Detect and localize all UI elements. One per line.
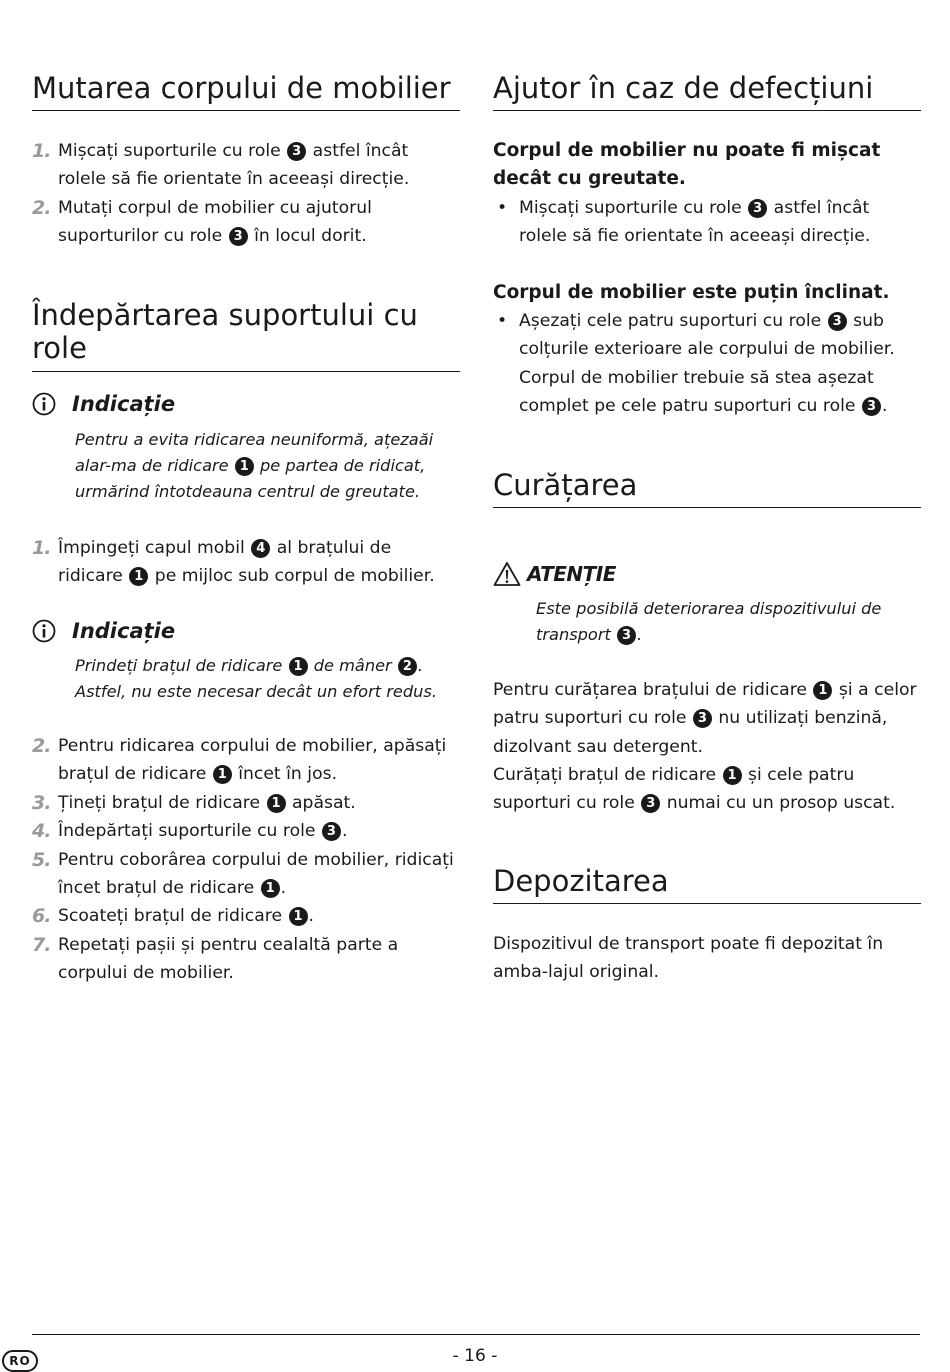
- reference-number-badge: 3: [748, 199, 767, 218]
- section-title-removal: Îndepărtarea suportului cu role: [32, 299, 460, 372]
- page-number: - 16 -: [452, 1346, 498, 1366]
- removal-steps: [32, 732, 460, 988]
- step-text: Repetați pașii și pentru cealaltă parte a corpului de mobilier.: [58, 934, 399, 984]
- reference-number-badge: 3: [287, 142, 306, 161]
- list-item: [493, 307, 921, 421]
- step-number: 7.: [32, 933, 51, 956]
- note-text: Prindeți brațul de ridicare 1 de mâner 2 . Astfel, nu este necesar decât un efort redus.: [75, 656, 438, 701]
- bullet: •: [497, 311, 508, 331]
- reference-number-badge: 1: [235, 457, 254, 476]
- list-item: [32, 194, 460, 251]
- note-title: Indicație: [72, 619, 176, 643]
- note-heading: [32, 614, 175, 648]
- section-title-moving: Mutarea corpului de mobilier: [32, 72, 460, 111]
- cleaning-paragraph: Curățați brațul de ridicare 1 și cele patru suporturi cu role 3 numai cu un prosop uscat.: [493, 765, 896, 814]
- step-text: Îndepărtați suporturile cu role 3 .: [58, 821, 348, 842]
- storage-paragraph: Dispozitivul de transport poate f depozitat în amba-lajul original.: [493, 934, 884, 983]
- language-badge: RO: [2, 1350, 38, 1372]
- problem-solution: [493, 307, 921, 421]
- warning-icon: [493, 561, 521, 587]
- section-title-storage: Depozitarea: [493, 865, 921, 904]
- problem-heading: Corpul de mobilier nu poate fi mișcat decât cu greutate.: [493, 140, 881, 190]
- warning-text: Este posibilă deteriorarea dispozitivului de transport 3 .: [536, 599, 882, 644]
- list-item: [32, 846, 460, 903]
- list-item: [493, 194, 921, 251]
- footer-divider: [32, 1334, 920, 1335]
- bullet: •: [497, 198, 508, 218]
- step-number: 4.: [32, 820, 51, 843]
- list-item: [32, 817, 460, 845]
- step-text: Scoateți brațul de ridicare 1 .: [58, 906, 314, 927]
- reference-number-badge: 3: [862, 397, 881, 416]
- reference-number-badge: 3: [693, 709, 712, 728]
- step-text: Pentru ridicarea corpului de mobilier, apăsați brațul de ridicare 1 încet în jos.: [58, 736, 447, 785]
- step-number: 2.: [32, 735, 51, 757]
- note-title: Indicație: [72, 392, 176, 416]
- reference-number-badge: 3: [322, 822, 341, 841]
- step-text: Pentru coborârea corpului de mobilier, ridicați încet brațul de ridicare 1 .: [58, 849, 454, 899]
- note-heading: [32, 387, 175, 421]
- section-title-troubleshooting: Ajutor în caz de defecțiuni: [493, 72, 921, 111]
- step-number: 3.: [32, 791, 51, 814]
- step-number: 5.: [32, 848, 51, 871]
- reference-number-badge: 3: [229, 227, 248, 246]
- reference-number-badge: 1: [289, 907, 308, 926]
- section-title-cleaning: Curățarea: [493, 469, 921, 508]
- solution-text: Așezați cele patru suporturi cu role 3 sub colțurile exterioare ale corpului de mobilier. Corpul de mobilier trebuie să stea așezat complet pe cele patru suporturi cu role 3 .: [519, 311, 895, 417]
- reference-number-badge: 1: [129, 567, 148, 586]
- note-text: Pentru a evita ridicarea neuniformă, ațezaăi alar-ma de ridicare 1 pe partea de ridicat, urmărind întotdeauna centrul de greutate.: [75, 430, 434, 501]
- info-icon: [32, 619, 56, 643]
- step-number: 1.: [32, 537, 51, 559]
- reference-number-badge: 3: [828, 312, 847, 331]
- reference-number-badge: 1: [261, 879, 280, 898]
- reference-number-badge: 2: [398, 657, 417, 676]
- info-icon: [32, 392, 56, 416]
- solution-text: Mișcați suporturile cu role 3 astfel încât rolele să fe orientate în aceeași direcție.: [519, 198, 871, 247]
- list-item: [32, 137, 460, 194]
- list-item: [32, 732, 460, 789]
- reference-number-badge: 1: [289, 657, 308, 676]
- reference-number-badge: 1: [813, 681, 832, 700]
- warning-heading: [493, 557, 616, 591]
- list-item: [32, 789, 460, 817]
- step-number: 2.: [32, 196, 51, 219]
- reference-number-badge: 1: [213, 765, 232, 784]
- list-item: [32, 902, 460, 930]
- removal-step-first: [32, 534, 460, 591]
- reference-number-badge: 1: [723, 766, 742, 785]
- step-text: Împingeți capul mobil 4 al brațului de ridicare 1 pe mijloc sub corpul de mobilier.: [58, 538, 435, 587]
- reference-number-badge: 1: [267, 794, 286, 813]
- moving-steps: [32, 137, 460, 251]
- problem-heading: Corpul de mobilier este puțin înclinat.: [493, 282, 890, 303]
- step-number: 6.: [32, 905, 51, 928]
- cleaning-paragraph: Pentru curățarea brațului de ridicare 1 și a celor patru suporturi cu role 3 nu utilizați benzină, dizolvant sau detergent.: [493, 680, 917, 757]
- reference-number-badge: 3: [641, 794, 660, 813]
- list-item: [32, 931, 460, 988]
- step-number: 1.: [32, 140, 51, 162]
- warning-title: ATENȚIE: [527, 562, 616, 586]
- reference-number-badge: 3: [617, 626, 636, 645]
- list-item: [32, 534, 460, 591]
- step-text: Țineți brațul de ridicare 1 apăsat.: [58, 792, 356, 813]
- step-text: Mișcați suporturile cu role 3 astfel încât rolele să fe orientate în aceeași direcție.: [58, 141, 410, 190]
- problem-solution: [493, 194, 921, 251]
- step-text: Mutați corpul de mobilier cu ajutorul suporturilor cu role 3 în locul dorit.: [58, 197, 372, 247]
- reference-number-badge: 4: [251, 539, 270, 558]
